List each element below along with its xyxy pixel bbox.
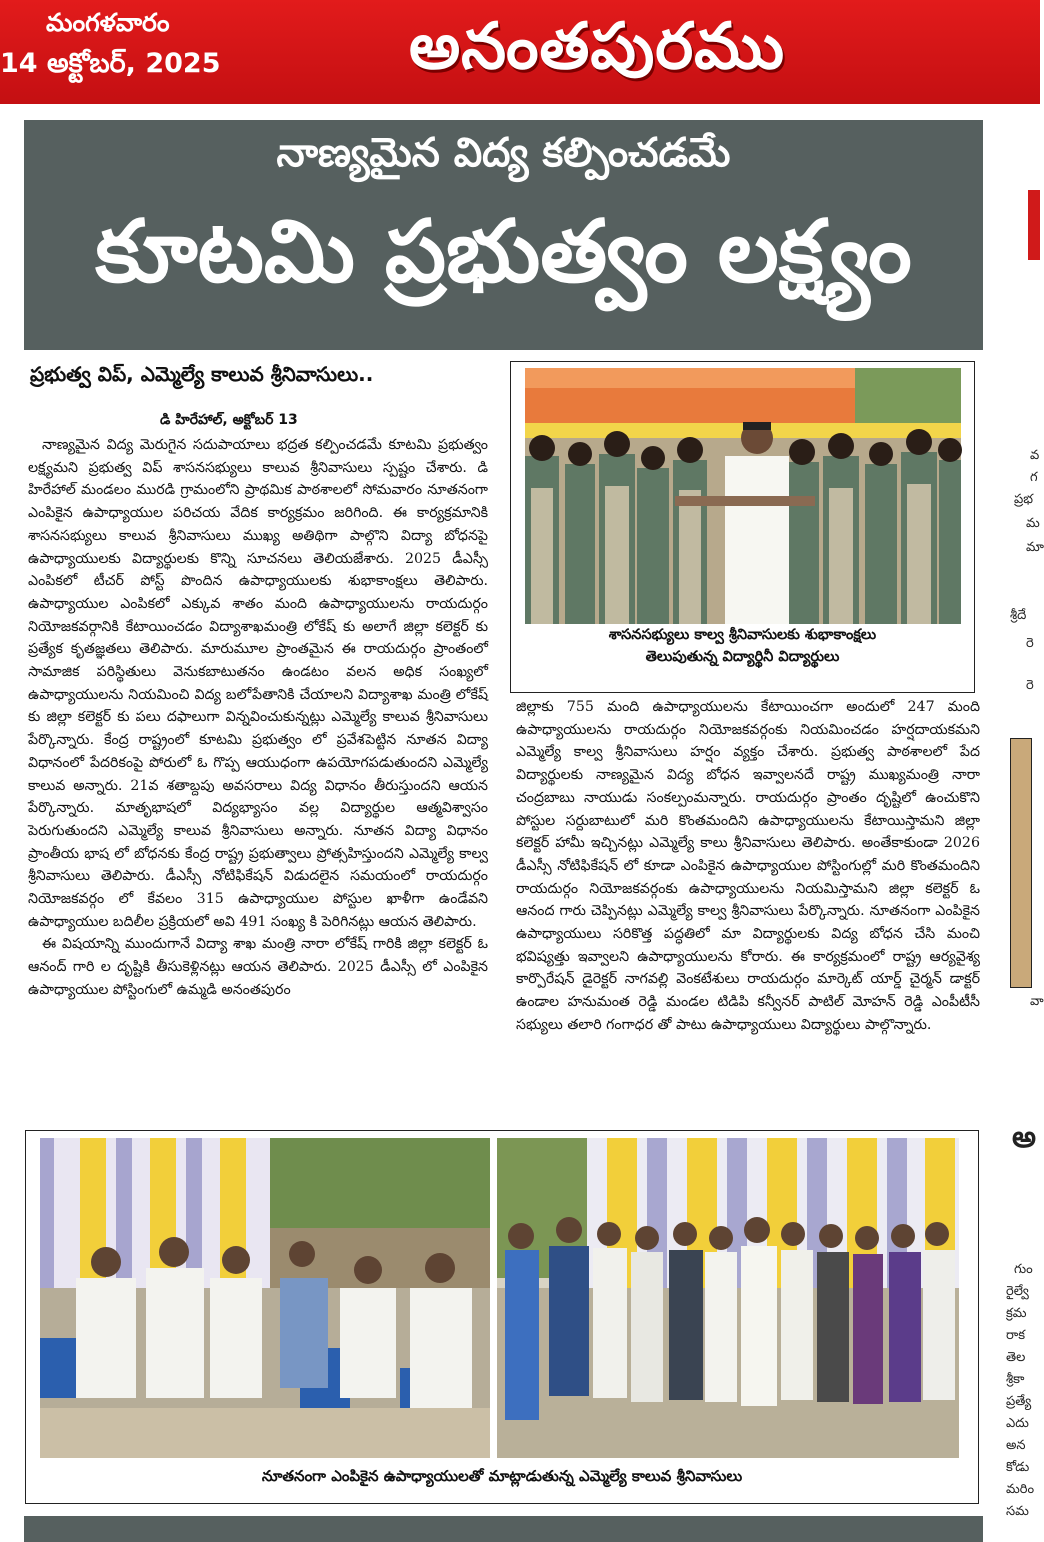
side-text: వ (1030, 448, 1040, 463)
article-kicker: నాణ్యమైన విద్య కల్పించడమే (276, 130, 731, 176)
adjacent-photo (1010, 738, 1032, 988)
photo-group-teachers (497, 1138, 959, 1458)
masthead-date: 14 అక్టోబర్, 2025 (0, 48, 221, 79)
photo-frame-teachers (25, 1130, 979, 1504)
side-text: క్రమ (1006, 1306, 1027, 1321)
side-text: రాక (1006, 1328, 1026, 1343)
next-article-strip (24, 1516, 983, 1542)
students-photo-illustration (525, 368, 961, 624)
group-photo-illustration (497, 1138, 959, 1458)
side-text: రె (1026, 678, 1034, 693)
masthead-day: మంగళవారం (46, 8, 170, 37)
side-text: ప్రత్యే (1006, 1394, 1032, 1409)
side-text: శ్రీదే (1010, 608, 1027, 623)
headline-box (24, 120, 983, 350)
seated-photo-illustration (40, 1138, 490, 1458)
article-paragraph: జిల్లాకు 755 మంది ఉపాధ్యాయులను కేటాయించగా అందులో 247 మంది ఉపాధ్యాయులను రాయదుర్గం నియోజకవర్గంకు నియమించడం హర్షదాయకమని ఎమ్మెల్యే కాల్వ శ్రీనివాసులు హర్షం వ్యక్తం చేశారు. ప్రభుత్వ పాఠశాలలో పేద విద్యార్థులకు నాణ్యమైన విద్య బోధన ఇవ్వాలనదే రాష్ట్ర ముఖ్యమంత్రి నారా చంద్రబాబు నాయుడు సంకల్పంమన్నారు. రాయదుర్గం ప్రాంతం దృష్టిలో ఉంచుకొని పోస్టుల సర్దుబాటులో మరి కొంతమందిని ఉపాధ్యాయులను కేటాయిస్తామని జిల్లా కలెక్టర్ హామీ ఇచ్చినట్లు ఎమ్మెల్యే కాలు శ్రీనివాసులు తెలిపారు. అంతేకాకుండా 2026 డీఎస్సీ నోటిఫికేషన్ లో కూడా ఎంపికైన ఉపాధ్యాయుల పోస్టింగుల్లో మరి కొంతమందిని రాయదుర్గం నియోజకవర్గంకు ఉపాధ్యాయులను నియమిస్తామని జిల్లా కలెక్టర్ ఓ ఆనంద గారు చెప్పినట్లు ఎమ్మెల్యే కాల్వ శ్రీనివాసులు పేర్కొన్నారు. నూతనంగా ఎంపికైన ఉపాధ్యాయులు సరికొత్త పద్ధతిలో మా విద్యార్థులకు విద్య బోధన చేసి మంచి భవిష్యత్తు ఇవ్వాలని ఉపాధ్యాయులను కోరారు. ఈ కార్యక్రమంలో రాష్ట్ర ఆర్యవైశ్య కార్పొరేషన్ డైరెక్టర్ నాగవల్లి వెంకటేశులు రాయదుర్గం మార్కెట్ యార్డ్ చైర్మన్ డాక్టర్ ఉండాల హనుమంత రెడ్డి మండల టిడిపి కన్వీనర్ పాటిల్ మోహన్ రెడ్డి ఎంపీటీసీ సభ్యులు తలారి గంగాధర తో పాటు ఉపాధ్యాయులు విద్యార్థులు పాల్గొన్నారు. (516, 699, 980, 1033)
article-dateline: డి హిరేహాల్, అక్టోబర్ 13 (160, 412, 298, 428)
side-text: గుం (1014, 1262, 1033, 1277)
side-text: రె (1026, 636, 1034, 651)
side-text: సమ (1006, 1504, 1029, 1519)
masthead-title: అనంతపురము (408, 10, 786, 84)
masthead (0, 0, 1040, 104)
article-column-2 (516, 696, 980, 1126)
photo-caption-line-1: శాసనసభ్యులు కాల్వ శ్రీనివాసులకు శుభాకాంక్షలు (608, 627, 877, 643)
side-text: మరిం (1006, 1482, 1035, 1497)
article-subhead: ప్రభుత్వ విప్, ఎమ్మెల్యే కాలువ శ్రీనివాసులు.. (30, 362, 374, 386)
side-text: వా (1030, 994, 1044, 1009)
adjacent-column-cutoff (990, 0, 1044, 1542)
photo-caption-bottom: నూతనంగా ఎంపికైన ఉపాధ్యాయులతో మాట్లాడుతున్న ఎమ్మెల్యే కాలువ శ్రీనివాసులు (261, 1467, 743, 1485)
adjacent-red-mark (1028, 190, 1040, 260)
side-text: తెల (1006, 1350, 1026, 1365)
article-headline: కూటమి ప్రభుత్వం లక్ష్యం (95, 202, 912, 302)
adjacent-heading: అ (1012, 1120, 1036, 1155)
side-text: అన (1006, 1438, 1026, 1453)
article-paragraph: ఈ విషయాన్ని ముందుగానే విద్యా శాఖ మంత్రి నారా లోకేష్ గారికి జిల్లా కలెక్టర్ ఓ ఆనంద్ గారి ల దృష్టికి తీసుకెళ్లినట్లు ఆయన తెలిపారు. 2025 డీఎస్సీ లో ఎంపికైన ఉపాధ్యాయుల పోస్టింగులో ఉమ్మడి అనంతపురం (28, 936, 488, 998)
side-text: ప్రభ (1014, 492, 1033, 507)
side-text: ఎదు (1006, 1416, 1029, 1431)
side-text: మ (1026, 516, 1040, 531)
side-text: శ్రీకా (1006, 1372, 1025, 1387)
photo-frame-students (510, 361, 975, 693)
side-text: కోడు (1006, 1460, 1030, 1475)
side-text: మా (1026, 540, 1044, 555)
article-column-1 (28, 434, 488, 1124)
photo-students-greeting (525, 368, 961, 624)
photo-mla-seated (40, 1138, 490, 1458)
side-text: రైల్వే (1006, 1284, 1029, 1299)
article-paragraph: నాణ్యమైన విద్య మెరుగైన సదుపాయాలు భద్రత కల్పించడమే కూటమి ప్రభుత్వం లక్ష్యమని ప్రభుత్వ విప్ శాసనసభ్యులు కాలువ శ్రీనివాసులు స్పష్టం చేశారు. డి హిరేహాల్ మండలం మురడి గ్రామంలోని ప్రాథమిక పాఠశాలలో సోమవారం నూతనంగా ఎంపికైన ఉపాధ్యాయుల పరిచయ వేదిక కార్యక్రమం జరిగింది. ఈ కార్యక్రమానికి శాసనసభ్యులు కాలువ శ్రీనివాసులు ముఖ్య అతిథిగా పాల్గొని విద్యా బోధనపై ఉపాధ్యాయులకు విద్యార్థులకు కొన్ని సూచనలు తెలియజేశారు. 2025 డీఎస్సీ ఎంపికలో టీచర్ పోస్ట్ పొందిన ఉపాధ్యాయులకు శుభాకాంక్షలు తెలిపారు. ఉపాధ్యాయుల ఎంపికలో ఎక్కువ శాతం మంది ఉపాధ్యాయులను రాయదుర్గం నియోజకవర్గానికి కేటాయించడం విద్యాశాఖమంత్రి లోకేష్ కు అలాగే జిల్లా కలెక్టర్ కు ప్రత్యేక కృతజ్ఞతలు తెలిపారు. మారుమూల ప్రాంతమైన ఈ రాయదుర్గం ప్రాంతంలో సామాజిక పరిస్థితులు వెనుకబాటుతనం ఉండటం వలన అధిక సంఖ్యలో ఉపాధ్యాయులను నియమించి విద్య బలోపేతానికి చేయాలని విద్యాశాఖ మంత్రి లోకేష్ కు జిల్లా కలెక్టర్ కు పలు దఫాలుగా విన్నవించుకున్నట్లు ఎమ్మెల్యే కాలువ శ్రీనివాసులు పేర్కొన్నారు. కేంద్ర రాష్ట్రంలో కూటమి ప్రభుత్వం లో ప్రవేశపెట్టిన నూతన విద్యా విధానంలో పేదరికంపై పోరులో ఓ గొప్ప ఆయుధంగా ఉపయోగపడుతుందని ఎమ్మెల్యే కాలువ అన్నారు. 21వ శతాబ్దపు అవసరాలు విద్య విధానం తీరుస్తుందని ఆయన పేర్కొన్నారు. మాతృభాషలో విద్యభ్యాసం వల్ల విద్యార్థుల ఆత్మవిశ్వాసం పెరుగుతుందని ఎమ్మెల్యే కాలువ శ్రీనివాసులు అన్నారు. నూతన విద్యా విధానం ప్రాంతీయ భాష లో బోధనకు కేంద్ర రాష్ట్ర ప్రభుత్వాలు ప్రోత్సహిస్తుందని ఎమ్మెల్యే కాల్వ శ్రీనివాసులు తెలిపారు. డీఎస్సీ నోటిఫికేషన్ విడుదలైన సమయంలో రాయదుర్గం నియోజకవర్గం లో కేవలం 315 ఉపాధ్యాయుల పోస్టుల ఖాళీగా ఉండేవని ఉపాధ్యాయుల బదిలీల ప్రక్రియలో అవి 491 సంఖ్య కి పెరిగినట్లు ఆయన తెలిపారు. (28, 437, 488, 930)
side-text: గ (1030, 470, 1038, 485)
photo-caption-line-2: తెలుపుతున్న విద్యార్థినీ విద్యార్థులు (645, 649, 840, 665)
